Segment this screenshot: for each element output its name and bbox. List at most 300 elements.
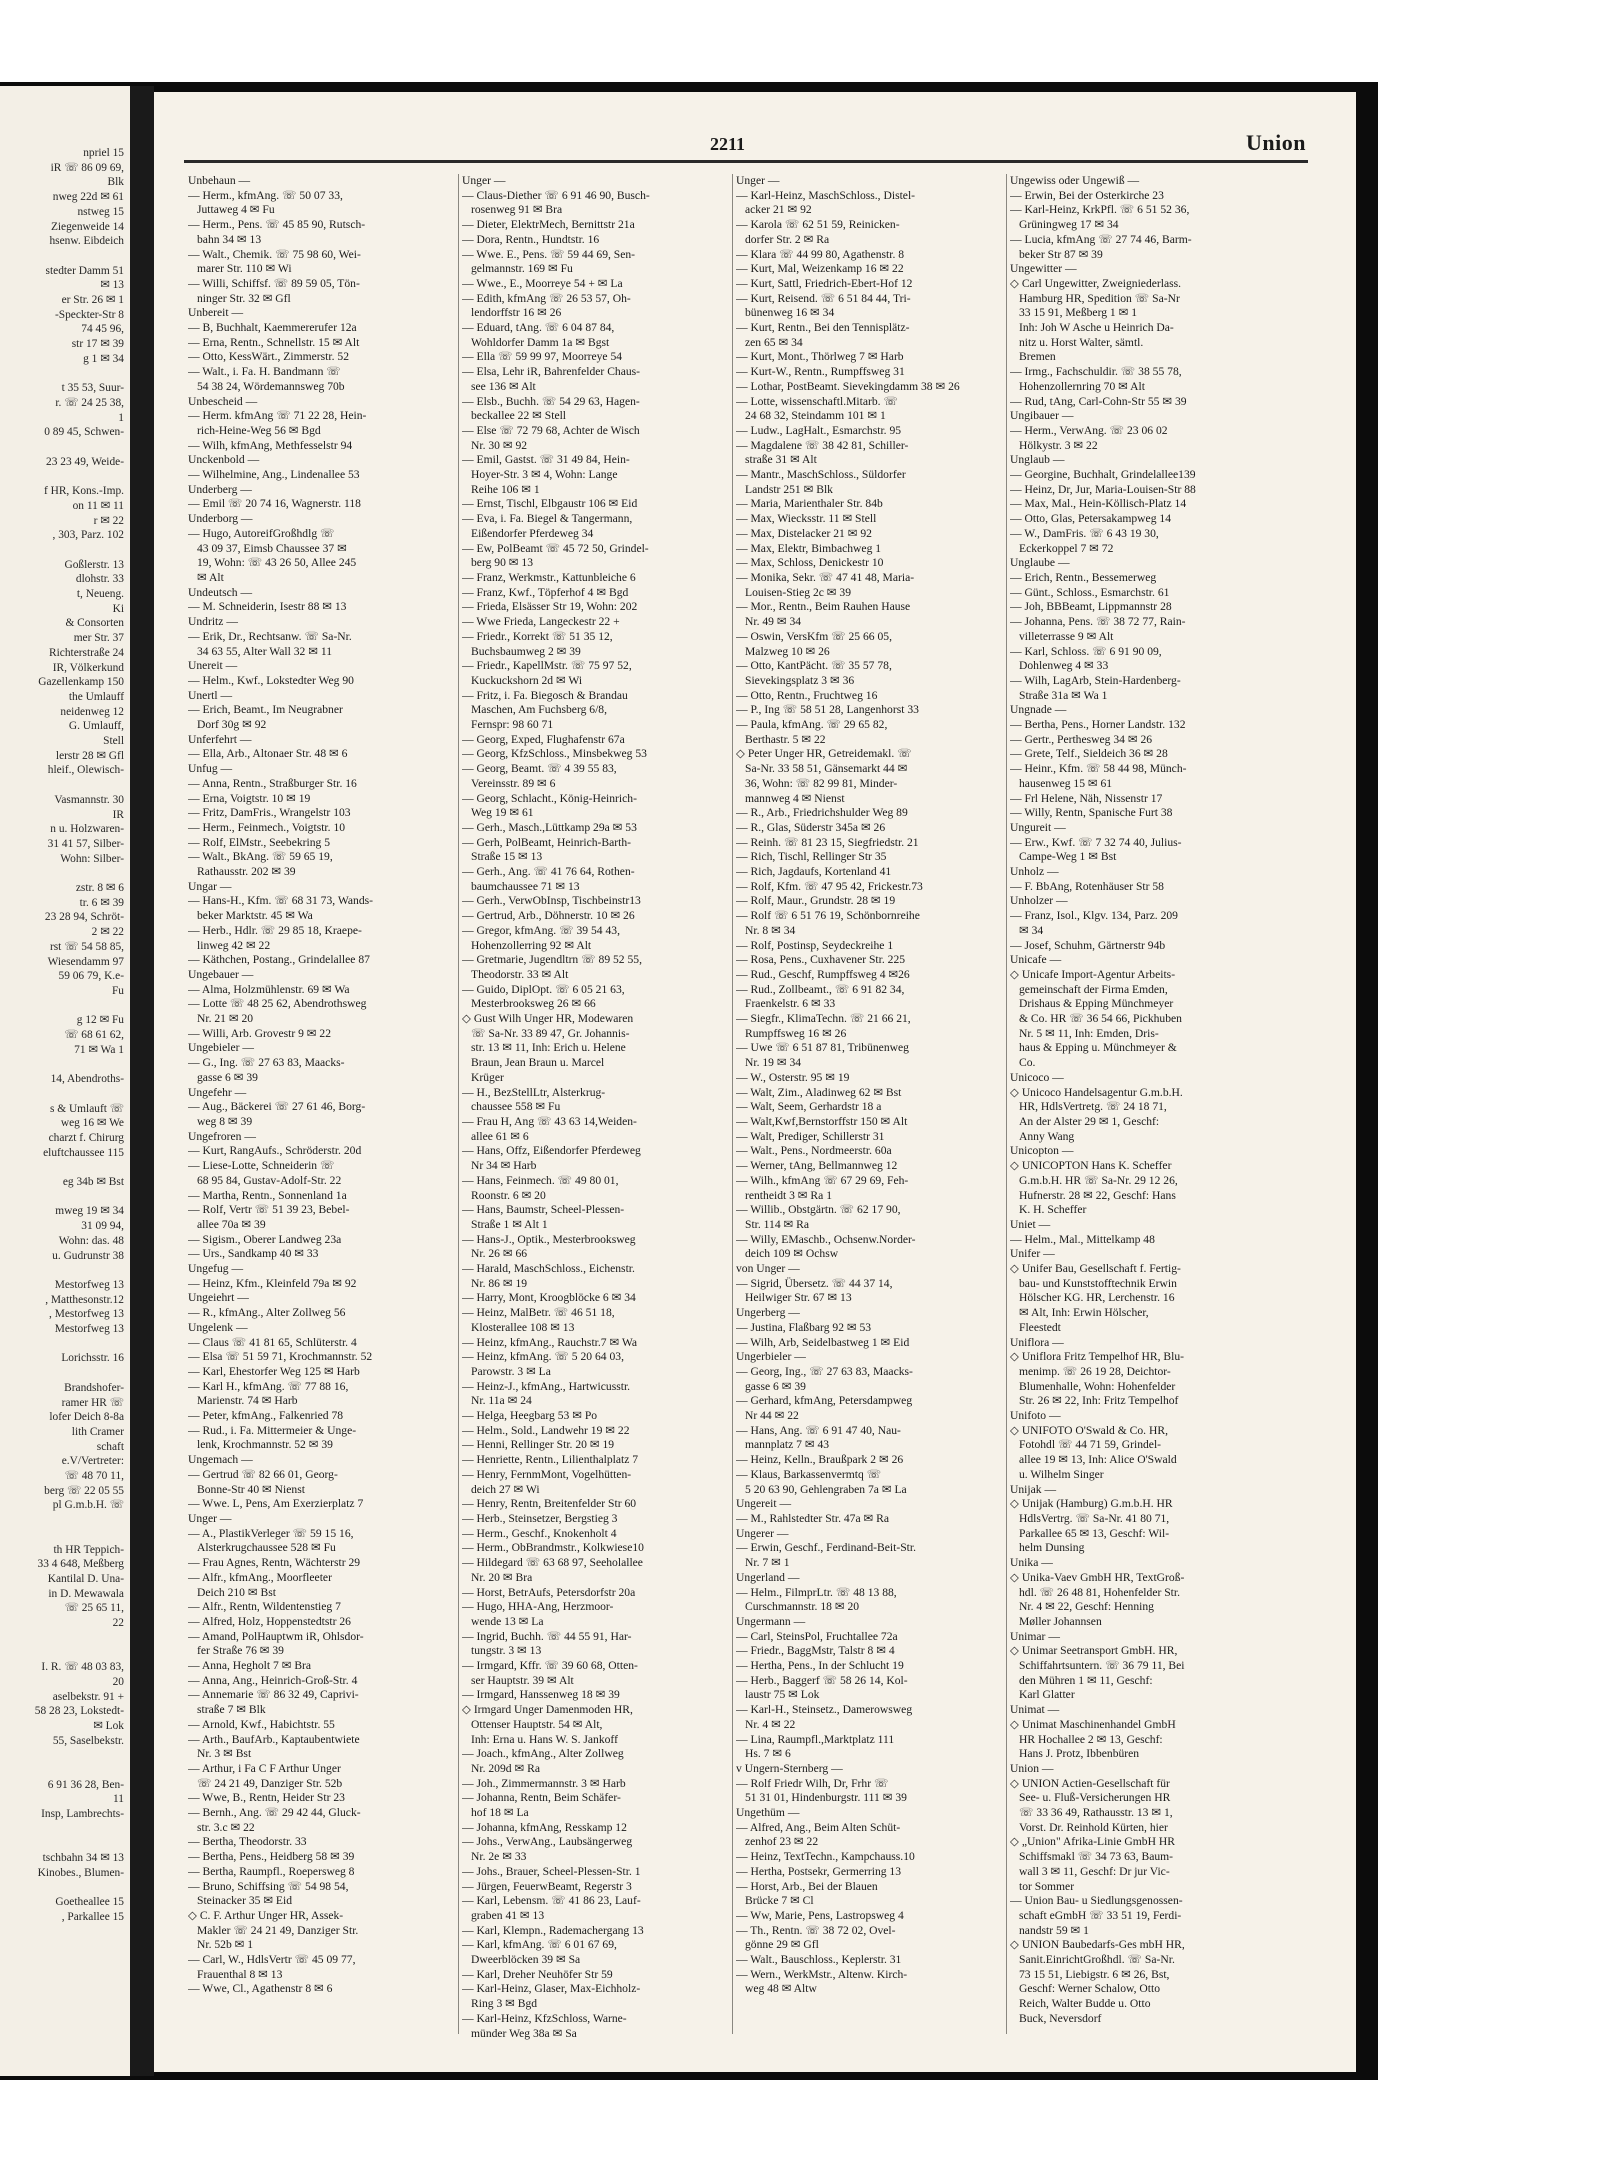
directory-entry: — Union Bau- u Siedlungsgenossen- — [1010, 1894, 1183, 1908]
directory-entry: — Helm., FilmprLtr. ☏ 48 13 88, — [736, 1585, 897, 1599]
directory-entry: — Walt,Kwf,Bernstorffstr 150 ✉ Alt — [736, 1115, 908, 1128]
directory-entry: — Willi, Arb. Grovestr 9 ✉ 22 — [188, 1026, 331, 1040]
surname-heading: Unifoto — — [1010, 1409, 1061, 1423]
entry-continuation: deich 27 ✉ Wi — [471, 1482, 540, 1496]
directory-entry: — Willi, Schiffsf. ☏ 89 59 05, Tön- — [188, 276, 360, 290]
directory-entry: — Rosa, Pens., Cuxhavener Str. 225 — [736, 953, 906, 967]
directory-entry: — Karola ☏ 62 51 59, Reinicken- — [736, 218, 900, 232]
entry-continuation: ☏ 24 21 49, Danziger Str. 52b — [197, 1776, 343, 1790]
entry-continuation: Hohenzollernring 70 ✉ Alt — [1019, 379, 1145, 393]
entry-continuation: Fernspr: 98 60 71 — [471, 718, 554, 732]
left-page-line: eluftchaussee 115 — [43, 1146, 124, 1159]
entry-continuation: allee 61 ✉ 6 — [471, 1129, 529, 1143]
directory-entry: — Georg, Exped, Flughafenstr 67a — [462, 732, 625, 746]
entry-continuation: Juttaweg 4 ✉ Fu — [197, 203, 275, 217]
left-page-line: u. Gudrunstr 38 — [52, 1249, 124, 1262]
directory-entry: — Johs., Brauer, Scheel-Plessen-Str. 1 — [462, 1864, 641, 1878]
directory-entry: — Gregor, kfmAng. ☏ 39 54 43, — [462, 923, 620, 937]
surname-heading: Unicopton — — [1010, 1144, 1074, 1158]
surname-heading: Underborg — — [188, 512, 253, 526]
left-page-line: -Speckter-Str 8 — [54, 308, 124, 321]
left-page-line: Mestorfweg 13 — [54, 1323, 124, 1335]
surname-heading: Unferfehrt — — [188, 732, 252, 746]
directory-entry: — Claus-Diether ☏ 6 91 46 90, Busch- — [462, 188, 650, 202]
entry-continuation: nandstr 59 ✉ 1 — [1019, 1923, 1089, 1937]
entry-continuation: Rathausstr. 202 ✉ 39 — [197, 865, 296, 879]
entry-continuation: Curschmannstr. 18 ✉ 20 — [745, 1600, 860, 1614]
left-page-line: 11 — [113, 1793, 124, 1806]
directory-entry: — Carl, SteinsPol, Fruchtallee 72a — [736, 1629, 898, 1643]
directory-entry: — Walt, Zim., Aladinweg 62 ✉ Bst — [736, 1085, 902, 1099]
entry-continuation: Weg 19 ✉ 61 — [471, 806, 534, 820]
directory-entry: — W., DamFris. ☏ 6 43 19 30, — [1010, 526, 1159, 540]
entry-continuation: Sa-Nr. 33 58 51, Gänsemarkt 44 ✉ — [745, 762, 908, 776]
entry-continuation: Reihe 106 ✉ 1 — [471, 482, 540, 496]
entry-continuation: bünenweg 16 ✉ 34 — [745, 306, 835, 320]
surname-heading: Unika — — [1010, 1556, 1053, 1570]
directory-entry: — Eduard, tAng. ☏ 6 04 87 84, — [462, 321, 615, 335]
entry-continuation: Inh: Joh W Asche u Heinrich Da- — [1019, 321, 1174, 335]
directory-entry: — Alfred, Holz, Hoppenstedtstr 26 — [188, 1614, 351, 1628]
entry-continuation: rich-Heine-Weg 56 ✉ Bgd — [197, 423, 321, 437]
entry-continuation: Blumenhalle, Wohn: Hohenfelder — [1019, 1379, 1176, 1393]
directory-entry: — Joach., kfmAng., Alter Zollweg — [462, 1747, 624, 1761]
directory-entry: — Helm., Kwf., Lokstedter Weg 90 — [188, 673, 354, 687]
directory-entry: — Willy, EMaschb., Ochsenw.Norder- — [736, 1232, 916, 1246]
directory-entry: — Ingrid, Buchh. ☏ 44 55 91, Har- — [462, 1629, 632, 1643]
directory-entry: ◇ Peter Unger HR, Getreidemakl. ☏ — [736, 747, 912, 761]
entry-continuation: wall 3 ✉ 11, Geschf: Dr jur Vic- — [1019, 1864, 1170, 1878]
directory-entry: — Willib., Obstgärtn. ☏ 62 17 90, — [736, 1203, 901, 1217]
directory-entry: — Guido, DiplOpt. ☏ 6 05 21 63, — [462, 982, 625, 996]
surname-heading: Unbescheid — — [188, 394, 258, 408]
directory-entry: — Fritz, DamFris., Wrangelstr 103 — [188, 806, 351, 820]
entry-continuation: deich 109 ✉ Ochsw — [745, 1247, 839, 1261]
surname-heading: Ungerbieler — — [736, 1350, 806, 1364]
left-page-line: & Consorten — [65, 617, 124, 630]
directory-entry: — Walt., i. Fa. H. Bandmann ☏ — [188, 365, 341, 379]
directory-entry: — Kurt-W., Rentn., Rumpffsweg 31 — [736, 365, 905, 379]
directory-entry: — Anna, Hegholt 7 ✉ Bra — [188, 1659, 312, 1673]
directory-entry: — Max, Mal., Hein-Köllisch-Platz 14 — [1010, 497, 1187, 511]
directory-entry: ◇ C. F. Arthur Unger HR, Assek- — [188, 1908, 344, 1922]
surname-heading: Unicafe — — [1010, 953, 1062, 967]
directory-entry: — Magdalene ☏ 38 42 81, Schiller- — [736, 438, 909, 452]
entry-continuation: Parkallee 65 ✉ 13, Geschf: Wil- — [1019, 1526, 1170, 1540]
entry-continuation: G.m.b.H. HR ☏ Sa-Nr. 29 12 26, — [1019, 1173, 1178, 1187]
left-page-line: th HR Teppich- — [53, 1543, 124, 1556]
entry-continuation: Hufnerstr. 28 ✉ 22, Geschf: Hans — [1019, 1188, 1176, 1202]
directory-entry: — F. BbAng, Rotenhäuser Str 58 — [1010, 879, 1164, 893]
entry-continuation: ✉ 34 — [1019, 923, 1044, 937]
entry-continuation: lendorffstr 16 ✉ 26 — [471, 306, 562, 320]
directory-entry: — Friedr., KapellMstr. ☏ 75 97 52, — [462, 659, 632, 673]
entry-continuation: see 136 ✉ Alt — [471, 379, 536, 393]
directory-entry: — Willy, Rentn, Spanische Furt 38 — [1010, 806, 1173, 820]
directory-entry: — Bernh., Ang. ☏ 29 42 44, Gluck- — [188, 1806, 361, 1820]
entry-continuation: Alsterkrugchaussee 528 ✉ Fu — [197, 1541, 336, 1555]
left-page-line: , Parkallee 15 — [61, 1911, 124, 1923]
directory-entry: — Monika, Sekr. ☏ 47 41 48, Maria- — [736, 570, 915, 584]
directory-entry: — Herb., Hdlr. ☏ 29 85 18, Kraepe- — [188, 923, 362, 937]
directory-entry: — Alfred, Ang., Beim Alten Schüt- — [736, 1820, 901, 1834]
entry-continuation: weg 48 ✉ Altw — [745, 1982, 817, 1996]
surname-heading: Unbehaun — — [188, 174, 251, 187]
directory-entry: — Heinz-J., kfmAng., Hartwicusstr. — [462, 1379, 631, 1393]
entry-continuation: straße 31 ✉ Alt — [745, 453, 817, 467]
left-page-line: iR ☏ 86 09 69, — [50, 161, 124, 174]
directory-entry: — Hertha, Pens., In der Schlucht 19 — [736, 1659, 904, 1673]
directory-entry: — Gerh., VerwObInsp, Tischbeinstr13 — [462, 894, 641, 908]
directory-entry: — Else ☏ 72 79 68, Achter de Wisch — [462, 423, 640, 437]
entry-continuation: hdl. ☏ 26 48 81, Hohenfelder Str. — [1019, 1585, 1181, 1599]
left-page-line: tr. 6 ✉ 39 — [79, 896, 124, 909]
entry-continuation: Kuckuckshorn 2d ✉ Wi — [471, 673, 583, 687]
directory-entry: — Georg, Beamt. ☏ 4 39 55 83, — [462, 762, 617, 776]
surname-heading: Undeutsch — — [188, 585, 253, 599]
entry-continuation: Nr. 20 ✉ Bra — [471, 1570, 533, 1584]
entry-continuation: Berthastr. 5 ✉ 22 — [745, 732, 826, 746]
left-page-line: ✉ 13 — [100, 279, 124, 292]
surname-heading: Ungethüm — — [736, 1806, 800, 1820]
directory-entry: — Georgine, Buchhalt, Grindelallee139 — [1010, 468, 1196, 482]
directory-entry: — P., Ing ☏ 58 51 28, Langenhorst 33 — [736, 703, 919, 717]
entry-continuation: straße 7 ✉ Blk — [197, 1703, 266, 1717]
directory-entry: — Wwe. L, Pens, Am Exerzierplatz 7 — [188, 1497, 364, 1511]
entry-continuation: Nr. 2e ✉ 33 — [471, 1850, 527, 1864]
left-page-line: stedter Damm 51 — [45, 264, 124, 277]
entry-continuation: chaussee 558 ✉ Fu — [471, 1100, 561, 1114]
directory-entry: — Irmgard, Hanssenweg 18 ✉ 39 — [462, 1688, 620, 1702]
entry-continuation: Nr 34 ✉ Harb — [471, 1159, 537, 1173]
entry-continuation: Nr. 3 ✉ Bst — [197, 1747, 252, 1761]
surname-heading: Ungerer — — [736, 1526, 789, 1540]
directory-entry: — Bruno, Schiffsing ☏ 54 98 54, — [188, 1879, 349, 1893]
left-page-line: Ki — [112, 602, 124, 615]
directory-entry: — Ew, PolBeamt ☏ 45 72 50, Grindel- — [462, 541, 649, 555]
directory-entry: — Rich, Jagdaufs, Kortenland 41 — [736, 865, 892, 879]
directory-entry: — Dora, Rentn., Hundtstr. 16 — [462, 232, 600, 246]
directory-entry: — Walt, Prediger, Schillerstr 31 — [736, 1129, 885, 1143]
entry-continuation: Frauenthal 8 ✉ 13 — [197, 1967, 283, 1981]
directory-entry: — Rolf, Postinsp, Seydeckreihe 1 — [736, 938, 894, 952]
left-page-line: 71 ✉ Wa 1 — [74, 1043, 124, 1056]
directory-entry: — Arth., BaufArb., Kaptaubentwiete — [188, 1732, 360, 1746]
entry-continuation: str. 3.c ✉ 22 — [197, 1820, 255, 1834]
left-page-line: charzt f. Chirurg — [48, 1131, 124, 1144]
directory-entry: — Erich, Rentn., Bessemerweg — [1010, 570, 1157, 584]
left-page-line: t 35 53, Suur- — [61, 382, 124, 395]
left-page-line: f HR, Kons.-Imp. — [43, 485, 124, 498]
left-page-line: in D. Mewawala — [48, 1587, 124, 1600]
surname-heading: Ungewiss oder Ungewiß — — [1010, 174, 1140, 187]
entry-continuation: Louisen-Stieg 2c ✉ 39 — [745, 585, 851, 599]
directory-entry: — Otto, Glas, Petersakampweg 14 — [1010, 512, 1171, 526]
entry-continuation: Fraenkelstr. 6 ✉ 33 — [745, 997, 836, 1011]
surname-heading: Ungureit — — [1010, 820, 1066, 834]
left-page-line: 23 28 94, Schröt- — [44, 911, 124, 924]
entry-continuation: den Mühren 1 ✉ 11, Geschf: — [1019, 1673, 1153, 1687]
surname-heading: Unckenbold — — [188, 453, 260, 467]
left-page-line: Wiesendamm 97 — [47, 955, 124, 968]
entry-continuation: Marienstr. 74 ✉ Harb — [197, 1394, 298, 1408]
entry-continuation: Nr. 11a ✉ 24 — [471, 1394, 532, 1408]
directory-entry: — Otto, Rentn., Fruchtweg 16 — [736, 688, 878, 702]
surname-heading: Ungnade — — [1010, 703, 1067, 717]
left-page-line: mer Str. 37 — [73, 632, 124, 645]
entry-continuation: Nr. 5 ✉ 11, Inh: Emden, Dris- — [1019, 1026, 1159, 1040]
directory-entry: — Karl-Heinz, KrkPfl. ☏ 6 51 52 36, — [1010, 203, 1190, 217]
surname-heading: Ungefehr — — [188, 1085, 247, 1099]
directory-entry: — Sigrid, Übersetz. ☏ 44 37 14, — [736, 1276, 893, 1290]
directory-entry: ◇ „Union" Afrika-Linie GmbH HR — [1010, 1835, 1175, 1849]
entry-continuation: 34 63 55, Alter Wall 32 ✉ 11 — [197, 644, 333, 658]
surname-heading: Union — — [1010, 1761, 1054, 1775]
directory-entry: — Frau H, Ang ☏ 43 63 14,Weiden- — [462, 1115, 637, 1128]
directory-entry: — Walt., BkAng. ☏ 59 65 19, — [188, 850, 333, 864]
directory-entry: — Annemarie ☏ 86 32 49, Caprivi- — [188, 1688, 359, 1702]
left-page-line: er Str. 26 ✉ 1 — [61, 294, 124, 306]
surname-heading: Ungibauer — — [1010, 409, 1074, 423]
entry-continuation: Eckerkoppel 7 ✉ 72 — [1019, 541, 1114, 555]
directory-entry: — A., PlastikVerleger ☏ 59 15 16, — [188, 1526, 354, 1540]
directory-entry: — Henry, Rentn, Breitenfelder Str 60 — [462, 1497, 637, 1511]
left-page-line: the Umlauff — [68, 690, 124, 703]
entry-continuation: Heilwiger Str. 67 ✉ 13 — [745, 1291, 852, 1305]
directory-entry: — Bertha, Pens., Horner Landstr. 132 — [1010, 718, 1186, 732]
directory-entry: — Arthur, i Fa C F Arthur Unger — [188, 1761, 341, 1775]
directory-entry: — Frieda, Elsässer Str 19, Wohn: 202 — [462, 600, 638, 614]
left-page-line: aselbekstr. 91 + — [52, 1690, 124, 1703]
directory-entry: — Joh, BBBeamt, Lippmannstr 28 — [1010, 600, 1172, 614]
directory-entry: — Heinz, MalBetr. ☏ 46 51 18, — [462, 1306, 615, 1320]
entry-continuation: K. H. Scheffer — [1019, 1203, 1087, 1217]
directory-entry: — Frau Agnes, Rentn, Wächterstr 29 — [188, 1556, 361, 1570]
entry-continuation: Dweerblöcken 39 ✉ Sa — [471, 1953, 581, 1967]
directory-entry: — Sigism., Oberer Landweg 23a — [188, 1232, 342, 1246]
surname-heading: Ungebauer — — [188, 967, 254, 981]
directory-entry: — Erwin, Geschf., Ferdinand-Beit-Str. — [736, 1541, 916, 1555]
left-page-line: mweg 19 ✉ 34 — [55, 1205, 124, 1218]
directory-entry: — Rolf, Maur., Grundstr. 28 ✉ 19 — [736, 894, 896, 908]
left-page-line: 31 41 57, Silber- — [47, 837, 124, 850]
directory-entry: — Hans, Feinmech. ☏ 49 80 01, — [462, 1173, 619, 1187]
entry-continuation: Møller Johannsen — [1019, 1614, 1102, 1628]
left-page-line: Gazellenkamp 150 — [38, 676, 124, 689]
entry-continuation: wende 13 ✉ La — [471, 1614, 544, 1628]
entry-continuation: 5 20 63 90, Gehlengraben 7a ✉ La — [745, 1482, 907, 1496]
directory-entry: — Erik, Dr., Rechtsanw. ☏ Sa-Nr. — [188, 629, 352, 643]
directory-entry: — Karl H., kfmAng. ☏ 77 88 16, — [188, 1379, 349, 1393]
directory-entry: — Wilh., kfmAng ☏ 67 29 69, Feh- — [736, 1173, 909, 1187]
left-page-line: 31 09 94, — [81, 1220, 124, 1233]
left-page-line: schaft — [96, 1440, 124, 1453]
left-page-line: Fu — [111, 984, 124, 997]
entry-continuation: Nr. 7 ✉ 1 — [745, 1556, 790, 1570]
left-page-line: zstr. 8 ✉ 6 — [75, 882, 124, 894]
directory-entry: — Maria, Marienthaler Str. 84b — [736, 497, 883, 511]
left-page-line: IR, Völkerkund — [52, 661, 124, 674]
left-page-line: 23 23 49, Weide- — [46, 455, 124, 468]
entry-continuation: ☏ 33 36 49, Rathausstr. 13 ✉ 1, — [1019, 1806, 1173, 1820]
directory-entry: — Gertrud ☏ 82 66 01, Georg- — [188, 1467, 338, 1481]
directory-column-2 — [462, 174, 730, 2064]
directory-entry: — Kurt, Mal, Weizenkamp 16 ✉ 22 — [736, 262, 904, 276]
directory-entry: — Aug., Bäckerei ☏ 27 61 46, Borg- — [188, 1100, 366, 1114]
entry-continuation: hof 18 ✉ La — [471, 1806, 529, 1820]
entry-continuation: u. Wilhelm Singer — [1019, 1467, 1104, 1481]
directory-entry: — Walt., Pens., Nordmeerstr. 60a — [736, 1144, 892, 1158]
entry-continuation: Straße 1 ✉ Alt 1 — [471, 1217, 548, 1231]
directory-entry: — Paula, kfmAng. ☏ 29 65 82, — [736, 718, 888, 732]
directory-entry: — Friedr., Korrekt ☏ 51 35 12, — [462, 629, 613, 643]
entry-continuation: Krüger — [471, 1070, 504, 1084]
left-page-line: 0 89 45, Schwen- — [44, 426, 124, 439]
left-page-line: 55, Saselbekstr. — [52, 1734, 124, 1747]
entry-continuation: Fotohdl ☏ 44 71 59, Grindel- — [1019, 1438, 1162, 1452]
entry-continuation: Str. 26 ✉ 22, Inh: Fritz Tempelhof — [1019, 1394, 1179, 1408]
surname-heading: Ungeiehrt — — [188, 1291, 249, 1305]
entry-continuation: 54 38 24, Wördemannsweg 70b — [197, 379, 345, 393]
directory-entry: — Elsa ☏ 51 59 71, Krochmannstr. 52 — [188, 1350, 373, 1364]
left-page-line: Kantilal D. Una- — [47, 1572, 124, 1585]
left-page-line: nstweg 15 — [77, 205, 124, 218]
entry-continuation: Mesterbrooksweg 26 ✉ 66 — [471, 997, 596, 1011]
entry-continuation: Brücke 7 ✉ Cl — [745, 1894, 814, 1908]
directory-entry: — Emil, Gastst. ☏ 31 49 84, Hein- — [462, 453, 630, 467]
entry-continuation: Reich, Walter Budde u. Otto — [1019, 1997, 1151, 2011]
directory-entry: ◇ UNIFOTO O'Swald & Co. HR, — [1010, 1423, 1168, 1437]
directory-entry: — Horst, Arb., Bei der Blauen — [736, 1879, 878, 1893]
entry-continuation: Deich 210 ✉ Bst — [197, 1585, 276, 1599]
left-page-fragment — [0, 86, 130, 2076]
directory-entry: — Gertrud, Arb., Döhnerstr. 10 ✉ 26 — [462, 909, 635, 923]
directory-entry: — Otto, KantPächt. ☏ 35 57 78, — [736, 659, 892, 673]
directory-entry: — Karl-Heinz, MaschSchloss., Distel- — [736, 188, 916, 202]
directory-entry: — Mantr., MaschSchloss., Süldorfer — [736, 468, 906, 482]
left-page-line: lerstr 28 ✉ Gfl — [55, 749, 124, 762]
directory-entry: ◇ Unicafe Import-Agentur Arbeits- — [1010, 967, 1176, 981]
directory-entry: — Wwe., E., Moorreye 54 + ✉ La — [462, 276, 623, 290]
directory-entry: — Karl-H., Steinsetz., Damerowsweg — [736, 1703, 913, 1717]
left-page-line: n u. Holzwaren- — [50, 823, 124, 836]
directory-entry: — Karl, Dreher Neuhöfer Str 59 — [462, 1967, 613, 1981]
surname-heading: v Ungern-Sternberg — — [736, 1761, 843, 1775]
entry-continuation: Karl Glatter — [1019, 1688, 1075, 1702]
directory-entry: — Helm., Sold., Landwehr 19 ✉ 22 — [462, 1423, 630, 1437]
directory-entry: ◇ Unimat Maschinenhandel GmbH — [1010, 1717, 1176, 1731]
entry-continuation: Nr. 26 ✉ 66 — [471, 1247, 528, 1261]
directory-entry: — Rich, Tischl, Rellinger Str 35 — [736, 850, 887, 864]
directory-entry: — Helga, Heegbarg 53 ✉ Po — [462, 1409, 598, 1423]
left-page-line: hsenw. Eibdeich — [49, 235, 124, 248]
directory-entry: — Herm. kfmAng ☏ 71 22 28, Hein- — [188, 409, 367, 423]
directory-entry: — Rolf Friedr Wilh, Dr, Frhr ☏ — [736, 1776, 889, 1790]
running-headword: Union — [1246, 130, 1306, 155]
entry-continuation: mannweg 4 ✉ Nienst — [745, 791, 845, 805]
left-page-line: I. R. ☏ 48 03 83, — [41, 1661, 124, 1674]
entry-continuation: tor Sommer — [1019, 1879, 1075, 1893]
surname-heading: von Unger — — [736, 1262, 800, 1276]
entry-continuation: Braun, Jean Braun u. Marcel — [471, 1056, 605, 1070]
directory-entry: — Liese-Lotte, Schneiderin ☏ — [188, 1159, 335, 1173]
directory-entry: — Karl, Schloss. ☏ 6 91 90 09, — [1010, 644, 1162, 658]
left-page-line: Vasmannstr. 30 — [54, 793, 124, 806]
entry-continuation: Nr. 49 ✉ 34 — [745, 615, 802, 629]
directory-entry: — Wern., WerkMstr., Altenw. Kirch- — [736, 1967, 908, 1981]
entry-continuation: Hohenzollerring 92 ✉ Alt — [471, 938, 592, 952]
directory-entry: — Erwin, Bei der Osterkirche 23 — [1010, 188, 1164, 202]
directory-entry: — Käthchen, Postang., Grindelallee 87 — [188, 953, 370, 967]
entry-continuation: Schiffsmakl ☏ 34 73 63, Baum- — [1019, 1850, 1174, 1864]
directory-entry: — Alma, Holzmühlenstr. 69 ✉ Wa — [188, 982, 350, 996]
left-page-line: neidenweg 12 — [60, 705, 124, 718]
entry-continuation: HR, HdlsVertretg. ☏ 24 18 71, — [1019, 1100, 1167, 1114]
directory-entry: — Helm., Mal., Mittelkamp 48 — [1010, 1232, 1155, 1246]
entry-continuation: acker 21 ✉ 92 — [745, 203, 812, 217]
entry-continuation: 24 68 32, Steindamm 101 ✉ 1 — [745, 409, 886, 423]
left-page-line: s & Umlauft ☏ — [49, 1102, 124, 1115]
entry-continuation: Nr. 86 ✉ 19 — [471, 1276, 528, 1290]
directory-entry: — Herb., Steinsetzer, Bergstieg 3 — [462, 1511, 618, 1525]
entry-continuation: 19, Wohn: ☏ 43 26 50, Allee 245 — [197, 556, 357, 570]
directory-entry: — Peter, kfmAng., Falkenried 78 — [188, 1409, 344, 1423]
surname-heading: Ungefug — — [188, 1262, 244, 1276]
surname-heading: Undritz — — [188, 615, 238, 629]
entry-continuation: Steinacker 35 ✉ Eid — [197, 1894, 293, 1908]
entry-continuation: An der Alster 29 ✉ 1, Geschf: — [1019, 1115, 1160, 1128]
directory-entry: — W., Osterstr. 95 ✉ 19 — [736, 1070, 850, 1084]
directory-entry: — Karl, Ehestorfer Weg 125 ✉ Harb — [188, 1364, 360, 1378]
entry-continuation: Hoyer-Str. 3 ✉ 4, Wohn: Lange — [471, 468, 618, 482]
left-page-line: dlohstr. 33 — [75, 573, 124, 586]
directory-entry: — Otto, KessWärt., Zimmerstr. 52 — [188, 350, 349, 364]
directory-entry: — Georg, Schlacht., König-Heinrich- — [462, 791, 637, 805]
entry-continuation: ✉ Alt — [197, 570, 224, 584]
directory-entry: ◇ Irmgard Unger Damenmoden HR, — [462, 1703, 633, 1717]
entry-continuation: Straße 31a ✉ Wa 1 — [1019, 688, 1108, 702]
entry-continuation: Dorf 30g ✉ 92 — [197, 718, 267, 732]
entry-continuation: ✉ Alt, Inh: Erwin Hölscher, — [1019, 1306, 1149, 1320]
left-page-line: 2 ✉ 22 — [91, 926, 124, 939]
directory-entry: — Max, Elektr, Bimbachweg 1 — [736, 541, 882, 555]
entry-continuation: Grüningweg 17 ✉ 34 — [1019, 218, 1119, 232]
surname-heading: Ungerberg — — [736, 1306, 800, 1320]
left-page-line: Blk — [107, 176, 124, 189]
directory-entry: — Lothar, PostBeamt. Sievekingdamm 38 ✉ 26 — [736, 379, 960, 393]
directory-entry: — Walt., Chemik. ☏ 75 98 60, Wei- — [188, 247, 361, 261]
left-page-line: 14, Abendroths- — [50, 1073, 124, 1086]
directory-entry: — Herm., Feinmech., Voigtstr. 10 — [188, 820, 346, 834]
entry-continuation: Theodorstr. 33 ✉ Alt — [471, 967, 569, 981]
left-page-line: r. ☏ 24 25 38, — [55, 396, 124, 409]
entry-continuation: Hölkystr. 3 ✉ 22 — [1019, 438, 1098, 452]
left-page-line: g 1 ✉ 34 — [83, 352, 124, 365]
entry-continuation: schaft eGmbH ☏ 33 51 19, Ferdi- — [1019, 1908, 1182, 1922]
directory-column-3 — [736, 174, 1004, 2064]
left-page-line: pl G.m.b.H. ☏ — [52, 1499, 124, 1512]
directory-entry: ◇ UNION Actien-Gesellschaft für — [1010, 1776, 1170, 1790]
left-page-line: IR — [112, 808, 124, 821]
left-page-line: Brandshofer- — [64, 1381, 124, 1394]
directory-entry: — Henriette, Rentn., Lilienthalplatz 7 — [462, 1453, 639, 1467]
entry-continuation: allee 19 ✉ 13, Inh: Alice O'Swald — [1019, 1453, 1177, 1467]
left-page-line: 22 — [112, 1617, 124, 1629]
directory-entry: — Eva, i. Fa. Biegel & Tangermann, — [462, 512, 633, 526]
surname-heading: Unijak — — [1010, 1482, 1057, 1496]
directory-entry: — Herm., ObBrandmstr., Kolkwiese10 — [462, 1541, 644, 1555]
left-page-line: ☏ 48 70 11, — [64, 1470, 124, 1482]
